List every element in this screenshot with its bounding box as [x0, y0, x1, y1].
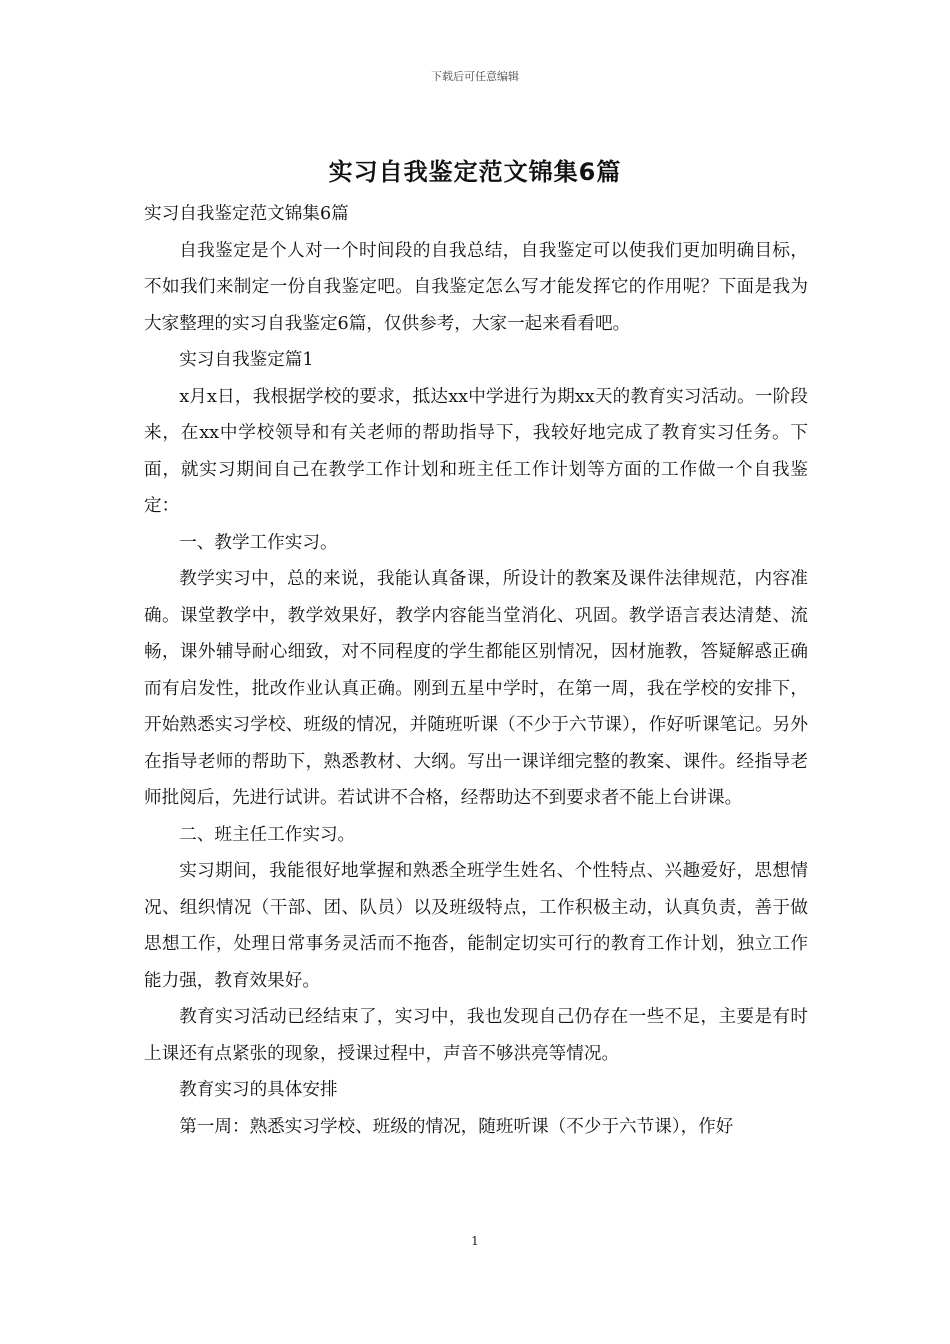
subtitle-line: 实习自我鉴定范文锦集6篇: [144, 204, 349, 224]
section-heading: 二、班主任工作实习。: [179, 824, 356, 845]
paragraph: 实习期间，我能很好地掌握和熟悉全班学生姓名、个性特点、兴趣爱好，思想情况、组织情况（干部、团、队员）以及班级特点，工作积极主动，认真负责，善于做思想工作，处理日常事务灵活而不拖沓，能制定切实可行的教育工作计划，独立工作能力强，教育效果好。: [144, 861, 808, 991]
paragraph: 教学实习中，总的来说，我能认真备课，所设计的教案及课件法律规范，内容准确。课堂教学中，教学效果好，教学内容能当堂消化、巩固。教学语言表达清楚、流畅，课外辅导耐心细致，对不同程度的学生都能区别情况，因材施教，答疑解惑正确而有启发性，批改作业认真正确。刚到五星中学时，在第一周，我在学校的安排下，开始熟悉实习学校、班级的情况，并随班听课（不少于六节课），作好听课笔记。另外在指导老师的帮助下，熟悉教材、大纲。写出一课详细完整的教案、课件。经指导老师批阅后，先进行试讲。若试讲不合格，经帮助达不到要求者不能上台讲课。: [144, 569, 808, 808]
paragraph: 第一周：熟悉实习学校、班级的情况，随班听课（不少于六节课），作好: [179, 1116, 734, 1137]
paragraph: 自我鉴定是个人对一个时间段的自我总结，自我鉴定可以使我们更加明确目标，不如我们来制定一份自我鉴定吧。自我鉴定怎么写才能发挥它的作用呢？下面是我为大家整理的实习自我鉴定6篇，仅供参考，大家一起来看看吧。: [144, 240, 808, 334]
section-heading: 一、教学工作实习。: [179, 532, 338, 553]
section-heading: 实习自我鉴定篇1: [179, 350, 314, 370]
paragraph: 教育实习活动已经结束了，实习中，我也发现自己仍存在一些不足，主要是有时上课还有点紧张的现象，授课过程中，声音不够洪亮等情况。: [144, 1007, 808, 1064]
document-title: 实习自我鉴定范文锦集6篇: [328, 158, 622, 186]
paragraph: x月x日，我根据学校的要求，抵达xx中学进行为期xx天的教育实习活动。一阶段来，在xx中学校领导和有关老师的帮助指导下，我较好地完成了教育实习任务。下面，就实习期间自己在教学工作计划和班主任工作计划等方面的工作做一个自我鉴定：: [144, 386, 808, 516]
page-number: 1: [471, 1234, 479, 1248]
header-note: 下载后可任意编辑: [431, 70, 519, 83]
document-body: [144, 196, 808, 1145]
section-heading: 教育实习的具体安排: [179, 1080, 338, 1100]
